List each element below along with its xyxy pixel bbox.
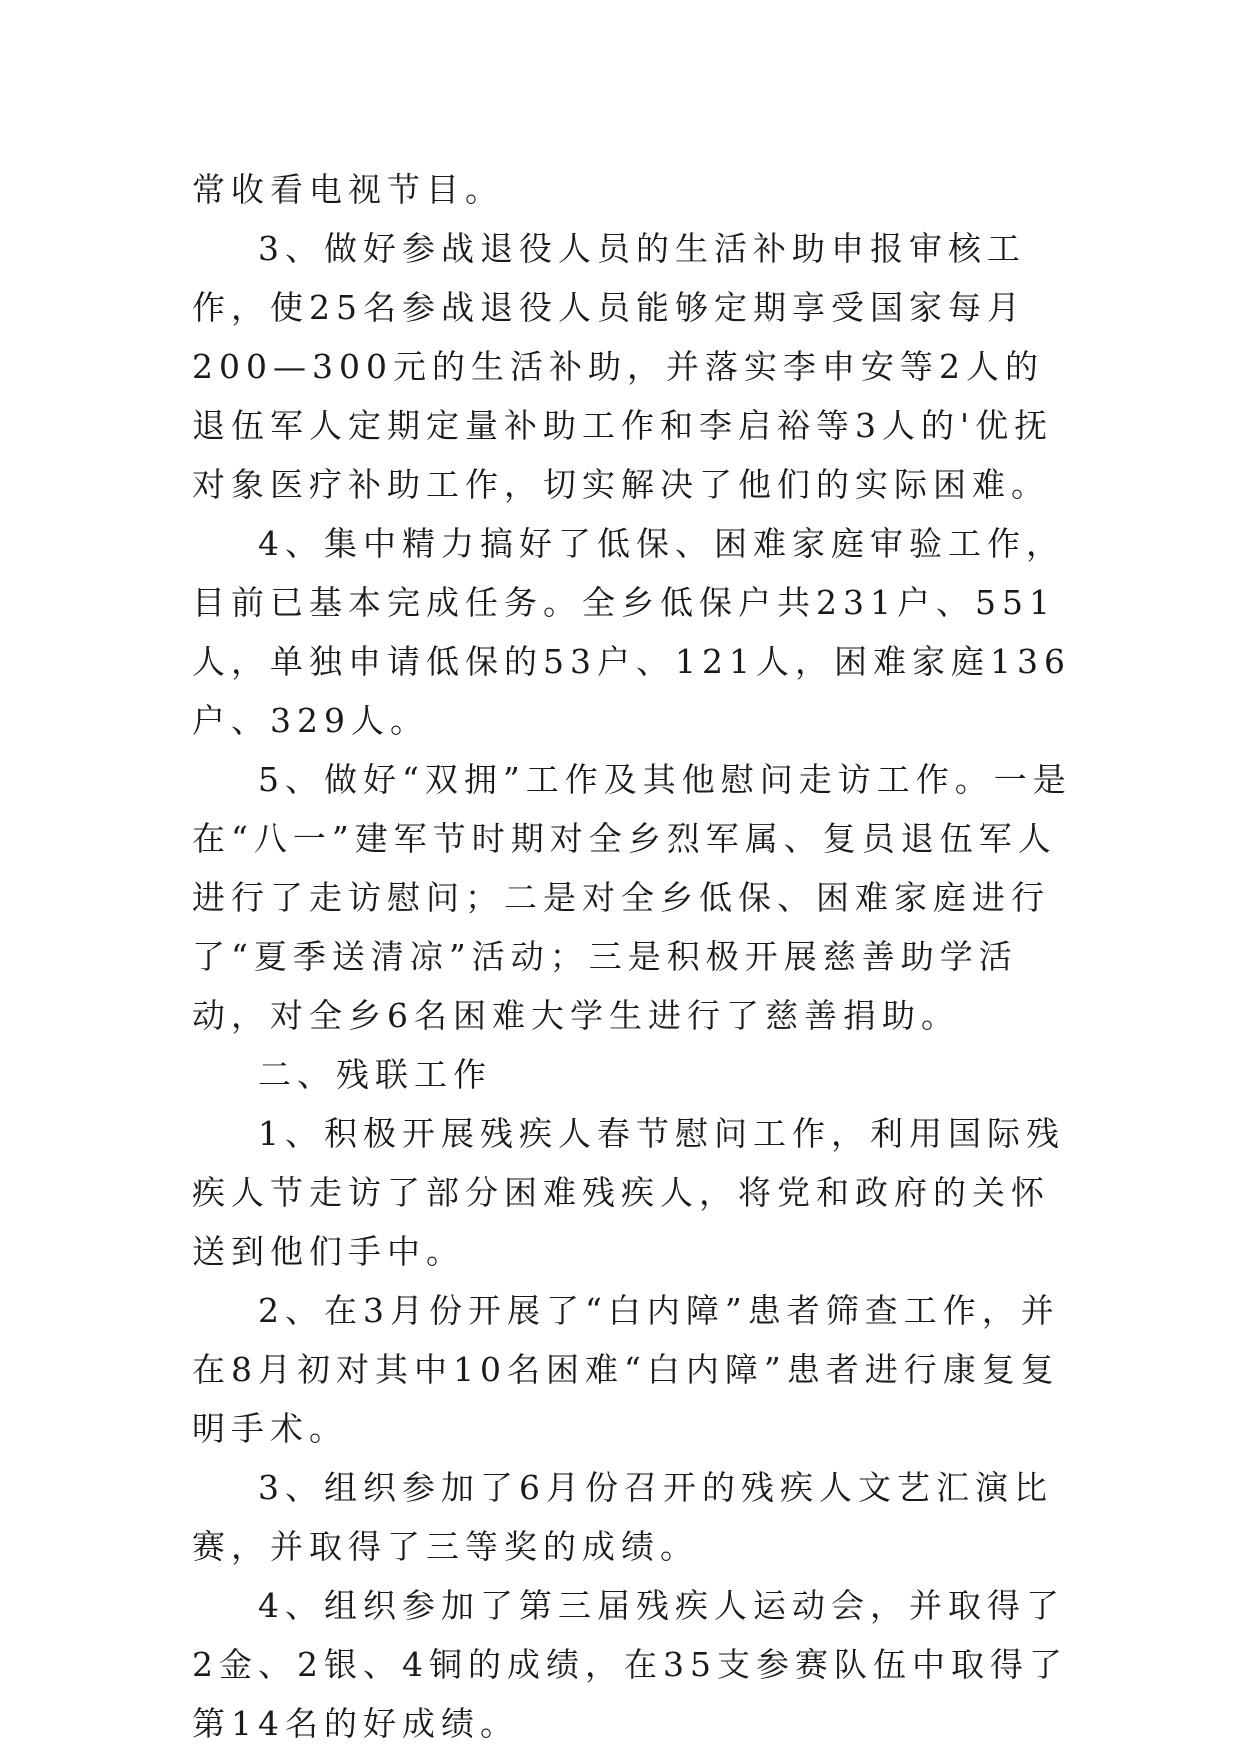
paragraph-item-3-performance: 3、组织参加了6月份召开的残疾人文艺汇演比赛，并取得了三等奖的成绩。 (192, 1468, 1053, 1566)
paragraph-item-2-cataract: 2、在3月份开展了“白内障”患者筛查工作，并在8月初对其中10名困难“白内障”患者进行康复复明手术。 (192, 1291, 1060, 1448)
document-body (192, 160, 1072, 1753)
section-heading-disabled-federation: 二、残联工作 (258, 1055, 492, 1094)
paragraph-continuation: 常收看电视节目。 (192, 170, 504, 209)
paragraph-item-4-sports: 4、组织参加了第三届残疾人运动会，并取得了2金、2银、4铜的成绩，在35支参赛队伍中取得了第14名的好成绩。 (192, 1586, 1068, 1743)
paragraph-item-5-visits: 5、做好“双拥”工作及其他慰问走访工作。一是在“八一”建军节时期对全乡烈军属、复员退伍军人进行了走访慰问；二是对全乡低保、困难家庭进行了“夏季送清凉”活动；三是积极开展慈善助学活动，对全乡6名困难大学生进行了慈善捐助。 (192, 760, 1072, 1035)
paragraph-item-1-spring-festival: 1、积极开展残疾人春节慰问工作，利用国际残疾人节走访了部分困难残疾人，将党和政府的关怀送到他们手中。 (192, 1114, 1065, 1271)
paragraph-item-4-low-income: 4、集中精力搞好了低保、困难家庭审验工作，目前已基本完成任务。全乡低保户共231户、551人，单独申请低保的53户、121人，困难家庭136户、329人。 (192, 524, 1071, 740)
paragraph-item-3-subsidy: 3、做好参战退役人员的生活补助申报审核工作，使25名参战退役人员能够定期享受国家每月200—300元的生活补助，并落实李申安等2人的退伍军人定期定量补助工作和李启裕等3人的'优抚对象医疗补助工作，切实解决了他们的实际困难。 (192, 229, 1054, 504)
